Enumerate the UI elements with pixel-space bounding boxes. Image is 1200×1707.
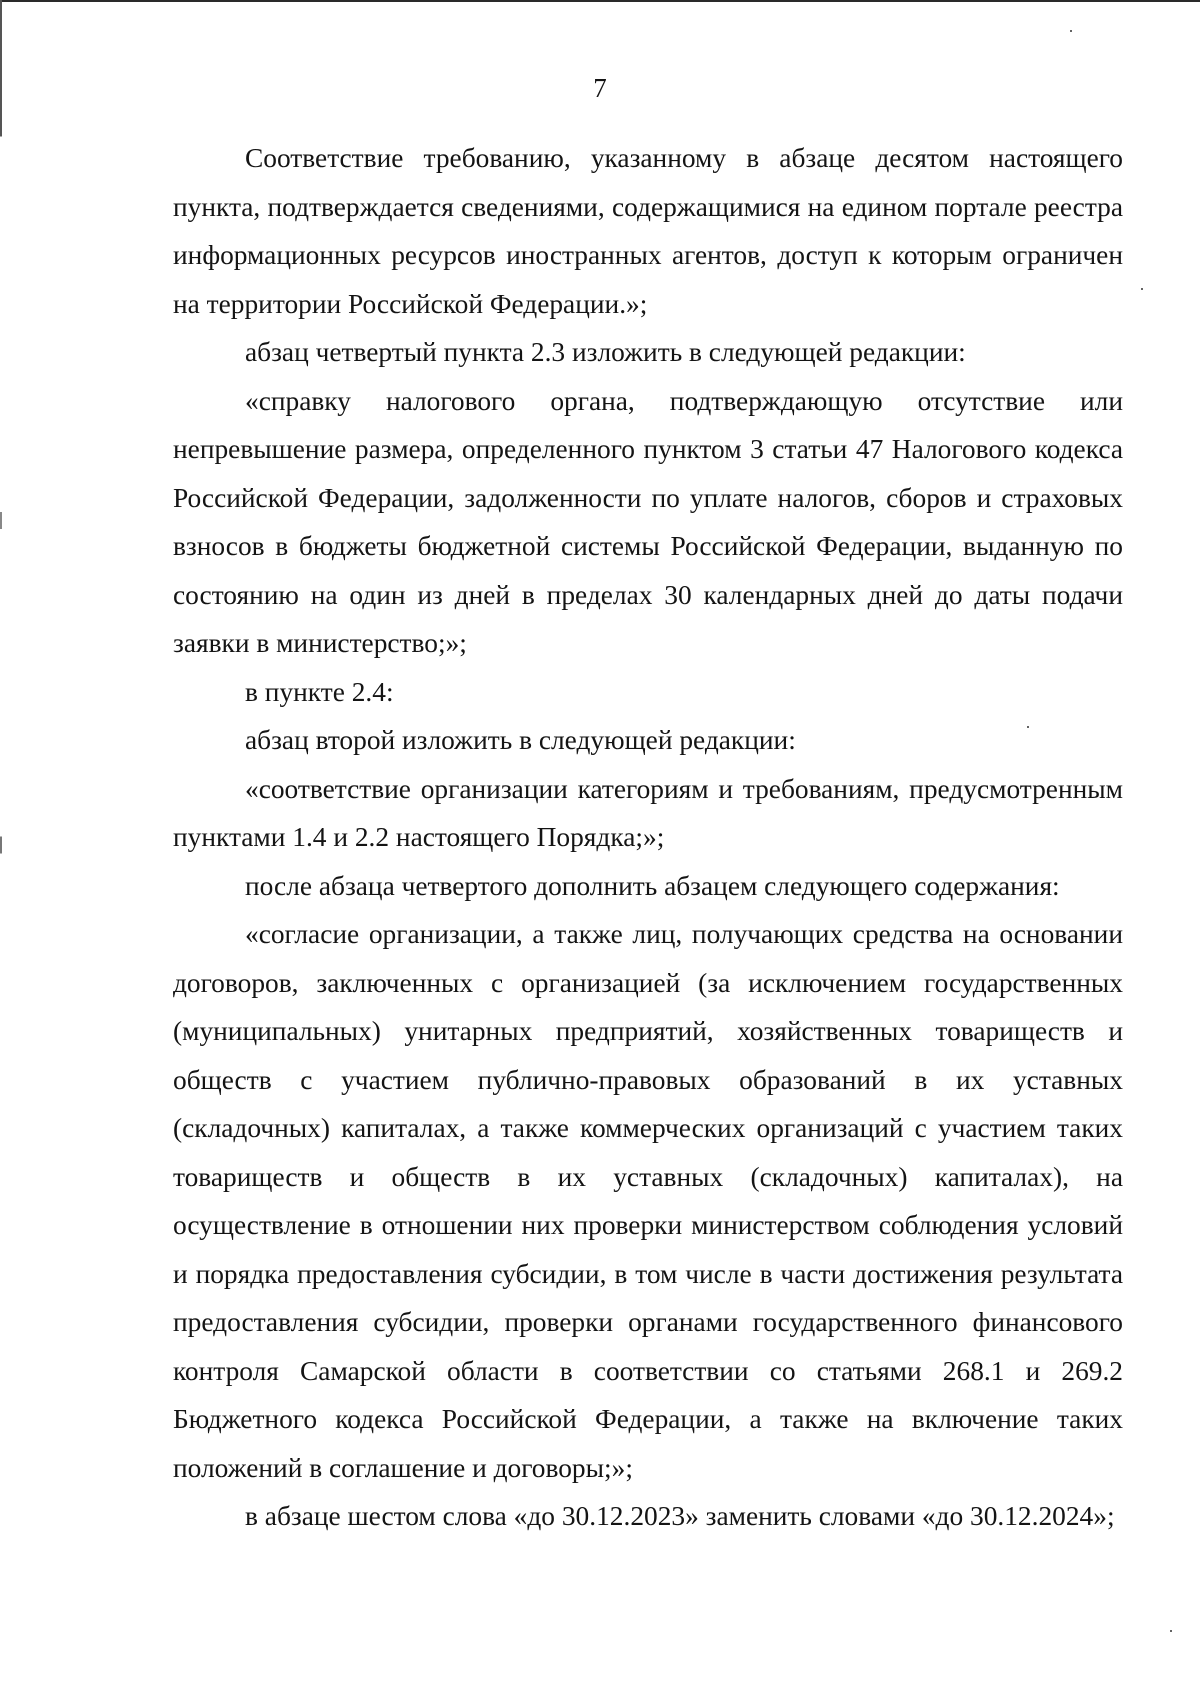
scan-speck: [1141, 288, 1143, 290]
paragraph-add-after-fourth: после абзаца четвертого дополнить абзацем следующего содержания:: [245, 870, 1060, 901]
page-number: 7: [593, 73, 607, 103]
scan-top-edge: [0, 0, 1200, 2]
paragraph-consent-inspection: «согласие организации, а также лиц, получающих средства на основании договоров, заключенных с организацией (за исключением государственных (муниципальных) унитарных предприятий, хозяйственных товариществ и обществ с участием публично-правовых образований в их уставных (складочных) капиталах, а также коммерческих организаций с участием таких товариществ и обществ в их уставных (складочных) капиталах), на осуществление в отношении них проверки министерством соблюдения условий и порядка предоставления субсидии, в том числе в части достижения результата предоставления субсидии, проверки органами государственного финансового контроля Самарской области в соответствии со статьями 268.1 и 269.2 Бюджетного кодекса Российской Федерации, а также на включение таких положений в соглашение и договоры;»;: [173, 919, 1123, 1483]
paragraph-amend-2-3: абзац четвертый пункта 2.3 изложить в следующей редакции:: [245, 337, 966, 367]
scan-speck: [1070, 30, 1072, 32]
paragraph-replace-date: в абзаце шестом слова «до 30.12.2023» заменить словами «до 30.12.2024»;: [245, 1501, 1115, 1531]
paragraph-foreign-agents-check: Соответствие требованию, указанному в абзаце десятом настоящего пункта, подтверждается сведениями, содержащимися на едином портале реестра информационных ресурсов иностранных агентов, доступ к которым ограничен на территории Российской Федерации.»;: [173, 143, 1123, 319]
scan-left-edge: [0, 0, 2, 1707]
paragraph-compliance-categories: «соответствие организации категориям и требованиям, предусмотренным пунктами 1.4 и 2.2 настоящего Порядка;»;: [173, 773, 1123, 852]
paragraph-tax-certificate: «справку налогового органа, подтверждающую отсутствие или непревышение размера, определенного пунктом 3 статьи 47 Налогового кодекса Российской Федерации, задолженности по уплате налогов, сборов и страховых взносов в бюджеты бюджетной системы Российской Федерации, выданную по состоянию на один из дней в пределах 30 календарных дней до даты подачи заявки в министерство;»;: [173, 385, 1123, 658]
paragraph-amend-second: абзац второй изложить в следующей редакции:: [245, 725, 796, 755]
scan-speck: [1170, 1630, 1172, 1632]
document-body: [173, 134, 1123, 1541]
paragraph-point-2-4: в пункте 2.4:: [245, 676, 394, 707]
